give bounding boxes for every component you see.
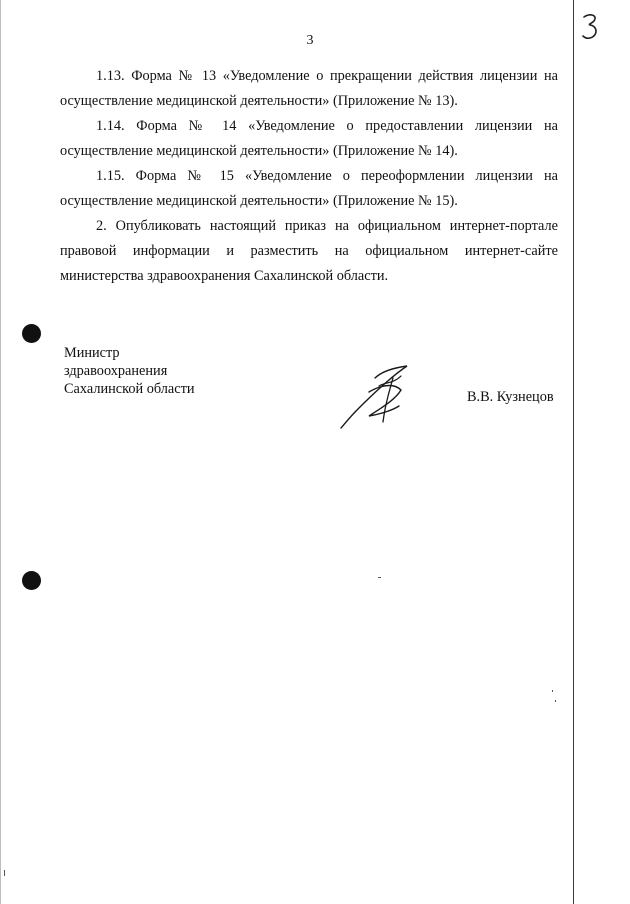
punch-hole (22, 571, 41, 590)
document-body (60, 64, 558, 289)
paragraph-line: 1.14. Форма № 14 «Уведомление о предоставлении лицензии на (96, 118, 558, 134)
paragraph-line: осуществление медицинской деятельности» (Приложение № 13). (60, 93, 458, 109)
paragraph-line: 1.13. Форма № 13 «Уведомление о прекращении действия лицензии на (96, 68, 558, 84)
handwritten-signature (335, 362, 425, 432)
scan-speck (555, 700, 556, 702)
signatory-title-line: Сахалинской области (64, 381, 195, 397)
signatory-title (64, 344, 194, 398)
paragraph-line: правовой информации и разместить на официальном интернет-сайте (60, 243, 558, 259)
scan-speck (552, 690, 553, 692)
paragraph-1-14 (60, 114, 558, 164)
scan-speck (378, 577, 381, 578)
scan-left-edge (0, 0, 1, 904)
punch-hole (22, 324, 41, 343)
signatory-title-line: Министр (64, 345, 120, 361)
paragraph-line: осуществление медицинской деятельности» (Приложение № 15). (60, 193, 458, 209)
page-number: 3 (306, 33, 314, 48)
paragraph-publication (60, 214, 558, 289)
paragraph-line: министерства здравоохранения Сахалинской области. (60, 268, 389, 284)
paragraph-1-13 (60, 64, 558, 114)
margin-line (573, 0, 574, 904)
paragraph-1-15 (60, 164, 558, 214)
scan-speck (4, 870, 5, 876)
handwritten-page-number (580, 12, 604, 42)
paragraph-line: 1.15. Форма № 15 «Уведомление о переоформлении лицензии на (96, 168, 558, 184)
paragraph-line: 2. Опубликовать настоящий приказ на официальном интернет-портале (96, 218, 558, 234)
signatory-title-line: здравоохранения (64, 363, 168, 379)
signatory-name: В.В. Кузнецов (467, 389, 554, 405)
paragraph-line: осуществление медицинской деятельности» (Приложение № 14). (60, 143, 458, 159)
